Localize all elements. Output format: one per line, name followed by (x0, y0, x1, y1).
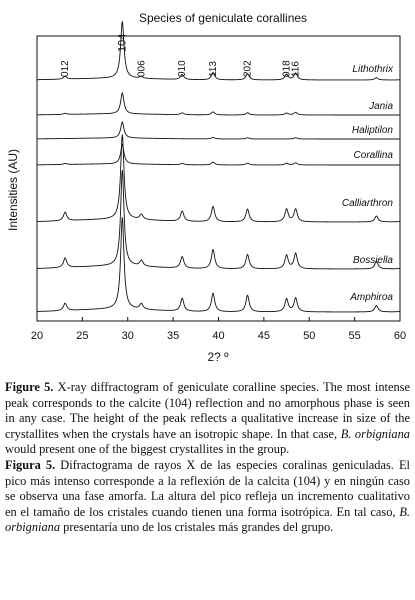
reflection-label: 116 (290, 61, 302, 77)
series-label: Haliptilon (351, 125, 393, 136)
figure-caption (5, 380, 410, 536)
series-label: Lithothrix (352, 64, 393, 75)
trace-amphiroa (37, 217, 400, 312)
series-label: Calliarthron (341, 198, 393, 209)
reflection-label: 113 (208, 61, 220, 77)
caption-english (5, 380, 410, 458)
reflection-label: 018 (281, 60, 293, 77)
x-axis-label: 2? º (207, 350, 229, 364)
reflection-label: 104 (116, 33, 129, 52)
x-tick-label: 40 (212, 330, 225, 342)
caption-en-text-2: would present one of the biggest crystallites in the group. (5, 442, 290, 457)
trace-jania (37, 93, 400, 115)
x-tick-label: 20 (30, 330, 44, 342)
caption-es-species: B. orbigniana (5, 504, 410, 535)
series-label: Bossiella (352, 255, 393, 266)
caption-es-label: Figura 5. (5, 457, 56, 472)
labels-group (60, 34, 394, 303)
caption-es-text-1: Difractograma de rayos X de las especies coralinas geniculadas. El pico más intenso corresponde a la reflexión de la calcita (104) y en ningún caso se observa una fase amorfa. La altura del pico refleja un incremento cualitativo en el tamaño de los cristales cuando tienen una forma isotrópica. En tal caso, (5, 457, 410, 519)
x-tick-label: 30 (121, 330, 134, 342)
reflection-label: 006 (136, 60, 148, 77)
caption-en-text-1: X-ray diffractogram of geniculate coralline species. The most intense peak corresponds to the calcite (104) reflection and no amorphous phase is seen in any case. The height of the peak reflects a qualitative increase in size of the crystallites when the crystals have an isotropic shape. In that case, (5, 380, 410, 441)
series-label: Amphiroa (350, 292, 393, 303)
x-tick-label: 55 (348, 330, 361, 342)
series-label: Corallina (353, 150, 393, 161)
x-tick-label: 60 (393, 330, 407, 342)
x-tick-label: 35 (167, 330, 180, 342)
reflection-label: 010 (177, 60, 189, 77)
caption-en-species: B. orbigniana (340, 426, 410, 441)
caption-es-text-2: presentaría uno de los cristales más grandes del grupo. (60, 520, 334, 535)
trace-corallina (37, 145, 400, 165)
reflection-label: 012 (60, 60, 72, 77)
chart-title: Species of geniculate corallines (138, 11, 308, 25)
caption-en-label: Figure 5. (5, 380, 54, 394)
x-tick-label: 50 (303, 330, 316, 342)
caption-spanish (5, 458, 410, 536)
x-tick-label: 25 (76, 330, 89, 342)
x-tick-label: 45 (257, 330, 270, 342)
reflection-label: 202 (242, 60, 254, 77)
series-label: Jania (369, 101, 393, 112)
trace-haliptilon (37, 122, 400, 139)
y-axis-label: Intensities (AU) (6, 148, 20, 232)
